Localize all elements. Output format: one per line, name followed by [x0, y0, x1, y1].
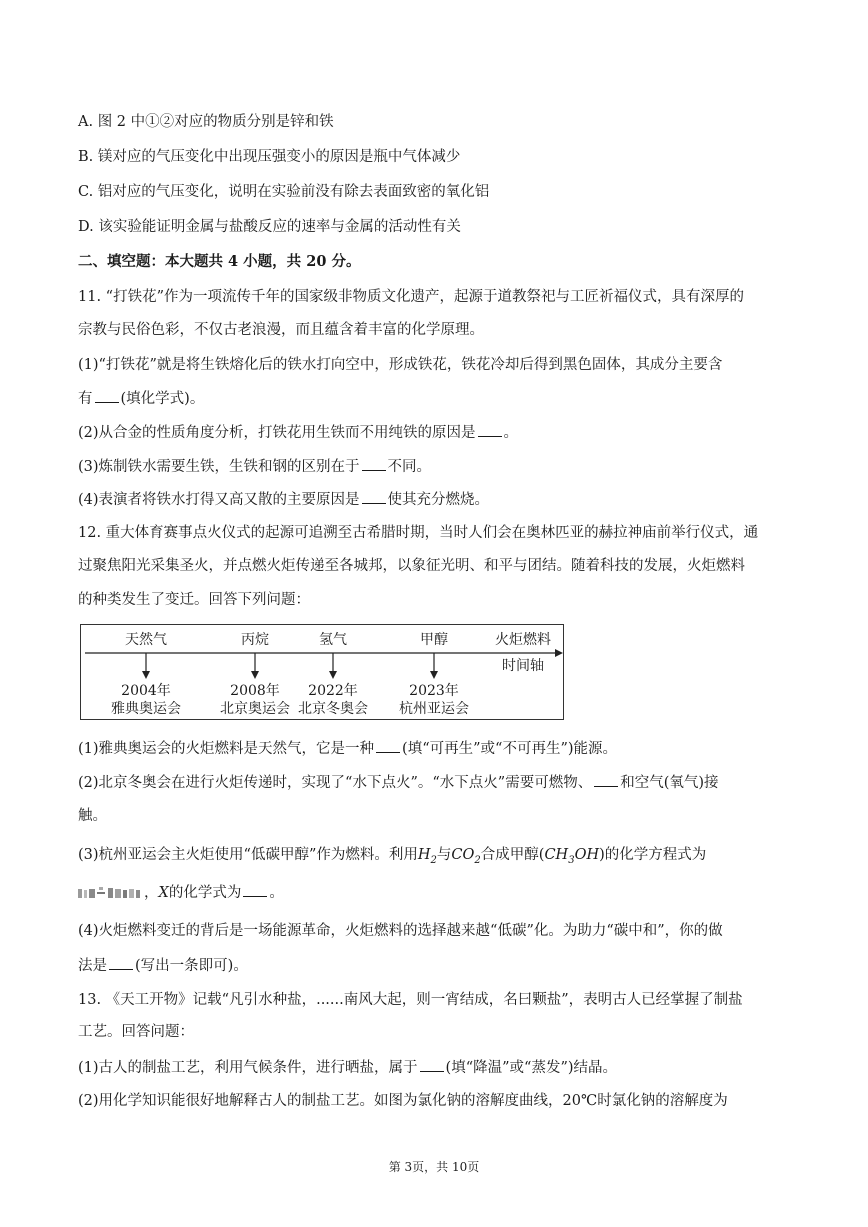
q12-part3-prefix: 的化学式为 — [168, 885, 242, 901]
timeline-arrowhead-2 — [251, 671, 259, 679]
answer-blank — [362, 489, 386, 504]
formula-co2-symbol: CO — [451, 847, 475, 863]
formula-co2-subscript: 2 — [474, 854, 481, 866]
q11-stem-line-2: 宗教与民俗色彩，不仅古老浪漫，而且蕴含着丰富的化学原理。 — [78, 322, 484, 338]
formula-h2 — [417, 847, 437, 866]
q12-part1-suffix: (填“可再生”或“不可再生”)能源。 — [402, 741, 618, 757]
q11-part1-prefix: 有 — [78, 391, 93, 407]
q12-part2-line-1 — [78, 772, 719, 793]
answer-blank — [95, 388, 119, 403]
q13-part1 — [78, 1057, 617, 1078]
q11-stem-line-1: 11. “打铁花”作为一项流传千年的国家级非物质文化遗产，起源于道教祭祀与工匠祈福仪式，具有深厚的 — [78, 289, 744, 305]
option-a: A. 图 2 中①②对应的物质分别是锌和铁 — [78, 114, 334, 130]
q12-part4-suffix: (写出一条即可)。 — [135, 958, 248, 974]
q13-stem-line-1: 13. 《天工开物》记载“凡引水种盐，......南风大起，则一宵结成，名曰颗盐”，表明古人已经掌握了制盐 — [78, 992, 743, 1008]
q13-part2: (2)用化学知识能很好地解释古人的制盐工艺。如图为氯化钠的溶解度曲线，20℃时氯化钠的溶解度为 — [78, 1093, 728, 1109]
q12-part3-text-b: 与 — [436, 847, 452, 863]
q11-part1-line-2 — [78, 388, 204, 409]
q11-part4-suffix: 使其充分燃烧。 — [387, 492, 490, 508]
q13-part1-suffix: (填“降温”或“蒸发”)结晶。 — [445, 1060, 618, 1076]
year-2004: 2004年 — [121, 683, 171, 699]
blurred-equation-image — [78, 886, 144, 900]
answer-blank — [243, 882, 267, 897]
q12-part3-text-d: )的化学方程式为 — [599, 847, 707, 863]
axis-label-torch-fuel: 火炬燃料 — [495, 632, 551, 648]
q11-part2 — [78, 422, 518, 443]
formula-ch3oh — [544, 847, 600, 866]
answer-blank — [478, 422, 502, 437]
year-2008: 2008年 — [230, 683, 280, 699]
formula-ch3oh-subscript: 3 — [568, 854, 575, 866]
formula-h2-symbol: H — [417, 847, 431, 863]
q12-part3-line-2 — [78, 882, 284, 903]
answer-blank — [594, 772, 618, 787]
option-b: B. 镁对应的气压变化中出现压强变小的原因是瓶中气体减少 — [78, 149, 461, 165]
q13-stem-line-2: 工艺。回答问题： — [78, 1024, 194, 1040]
torch-fuel-timeline — [80, 624, 564, 720]
variable-x: X — [158, 885, 169, 901]
q12-stem-line-1: 12. 重大体育赛事点火仪式的起源可追溯至古希腊时期，当时人们会在奥林匹亚的赫拉神庙前举行仪式，通 — [78, 525, 759, 541]
year-2023: 2023年 — [409, 683, 459, 699]
q12-part1 — [78, 738, 617, 759]
q12-part3-suffix: 。 — [269, 885, 284, 901]
answer-blank — [376, 738, 400, 753]
answer-blank — [420, 1057, 444, 1072]
option-c: C. 铝对应的气压变化，说明在实验前没有除去表面致密的氧化铝 — [78, 184, 490, 200]
timeline-arrowhead-3 — [329, 671, 337, 679]
q11-part1-line-1: (1)“打铁花”就是将生铁熔化后的铁水打向空中，形成铁花，铁花冷却后得到黑色固体，其成分主要含 — [78, 357, 723, 373]
q11-part3 — [78, 456, 431, 477]
q11-part3-prefix: (3)炼制铁水需要生铁，生铁和钢的区别在于 — [78, 459, 360, 475]
q12-part3-text-a: (3)杭州亚运会主火炬使用“低碳甲醇”作为燃料。利用 — [78, 847, 418, 863]
formula-ch3oh-ch: CH — [544, 847, 569, 863]
answer-blank — [362, 456, 386, 471]
q11-part1-suffix: (填化学式)。 — [120, 391, 205, 407]
timeline-arrowhead-4 — [430, 671, 438, 679]
q12-part3-comma: ， — [144, 885, 159, 901]
q13-part1-prefix: (1)古人的制盐工艺，利用气候条件，进行晒盐，属于 — [78, 1060, 418, 1076]
fuel-natural-gas: 天然气 — [125, 632, 167, 648]
q12-part4-line-2 — [78, 955, 248, 976]
q11-part2-suffix: 。 — [503, 425, 519, 441]
q12-part2-prefix: (2)北京冬奥会在进行火炬传递时，实现了“水下点火”。“水下点火”需要可燃物、 — [78, 775, 593, 791]
q11-part3-suffix: 不同。 — [387, 459, 432, 475]
q12-part4-prefix: 法是 — [78, 958, 107, 974]
q11-part4 — [78, 489, 489, 510]
event-hangzhou-asian-games: 杭州亚运会 — [399, 701, 469, 717]
q12-stem-line-2: 过聚焦阳光采集圣火，并点燃火炬传递至各城邦，以象征光明、和平与团结。随着科技的发展，火炬燃料 — [78, 558, 745, 574]
formula-ch3oh-oh: OH — [574, 847, 600, 863]
fuel-hydrogen: 氢气 — [319, 632, 347, 648]
q12-part3-line-1 — [78, 845, 706, 871]
timeline-arrowhead-1 — [142, 671, 150, 679]
q11-part2-prefix: (2)从合金的性质角度分析，打铁花用生铁而不用纯铁的原因是 — [78, 425, 476, 441]
q11-part4-prefix: (4)表演者将铁水打得又高又散的主要原因是 — [78, 492, 360, 508]
page-footer: 第 3页，共 10页 — [388, 1160, 480, 1174]
answer-blank — [109, 955, 133, 970]
formula-h2-subscript: 2 — [430, 854, 437, 866]
fuel-propane: 丙烷 — [241, 632, 269, 648]
q12-part2-suffix: 和空气(氧气)接 — [620, 775, 719, 791]
q12-part2-line-2: 触。 — [78, 808, 107, 824]
section-heading: 二、填空题：本大题共 4 小题，共 20 分。 — [78, 253, 361, 270]
event-athens-olympics: 雅典奥运会 — [111, 701, 181, 717]
formula-co2 — [451, 847, 481, 866]
event-beijing-olympics: 北京奥运会 — [220, 701, 290, 717]
time-axis-arrowhead — [555, 649, 563, 657]
axis-label-time-axis: 时间轴 — [502, 658, 544, 674]
q12-part4-line-1: (4)火炬燃料变迁的背后是一场能源革命，火炬燃料的选择越来越“低碳”化。为助力“碳中和”，你的做 — [78, 923, 723, 939]
event-beijing-winter-olympics: 北京冬奥会 — [298, 701, 368, 717]
q12-part3-text-c: 合成甲醇( — [480, 847, 545, 863]
option-d: D. 该实验能证明金属与盐酸反应的速率与金属的活动性有关 — [78, 219, 461, 235]
fuel-methanol: 甲醇 — [420, 632, 448, 648]
q12-stem-line-3: 的种类发生了变迁。回答下列问题： — [78, 592, 310, 608]
q12-part1-prefix: (1)雅典奥运会的火炬燃料是天然气，它是一种 — [78, 741, 375, 757]
year-2022: 2022年 — [308, 683, 358, 699]
